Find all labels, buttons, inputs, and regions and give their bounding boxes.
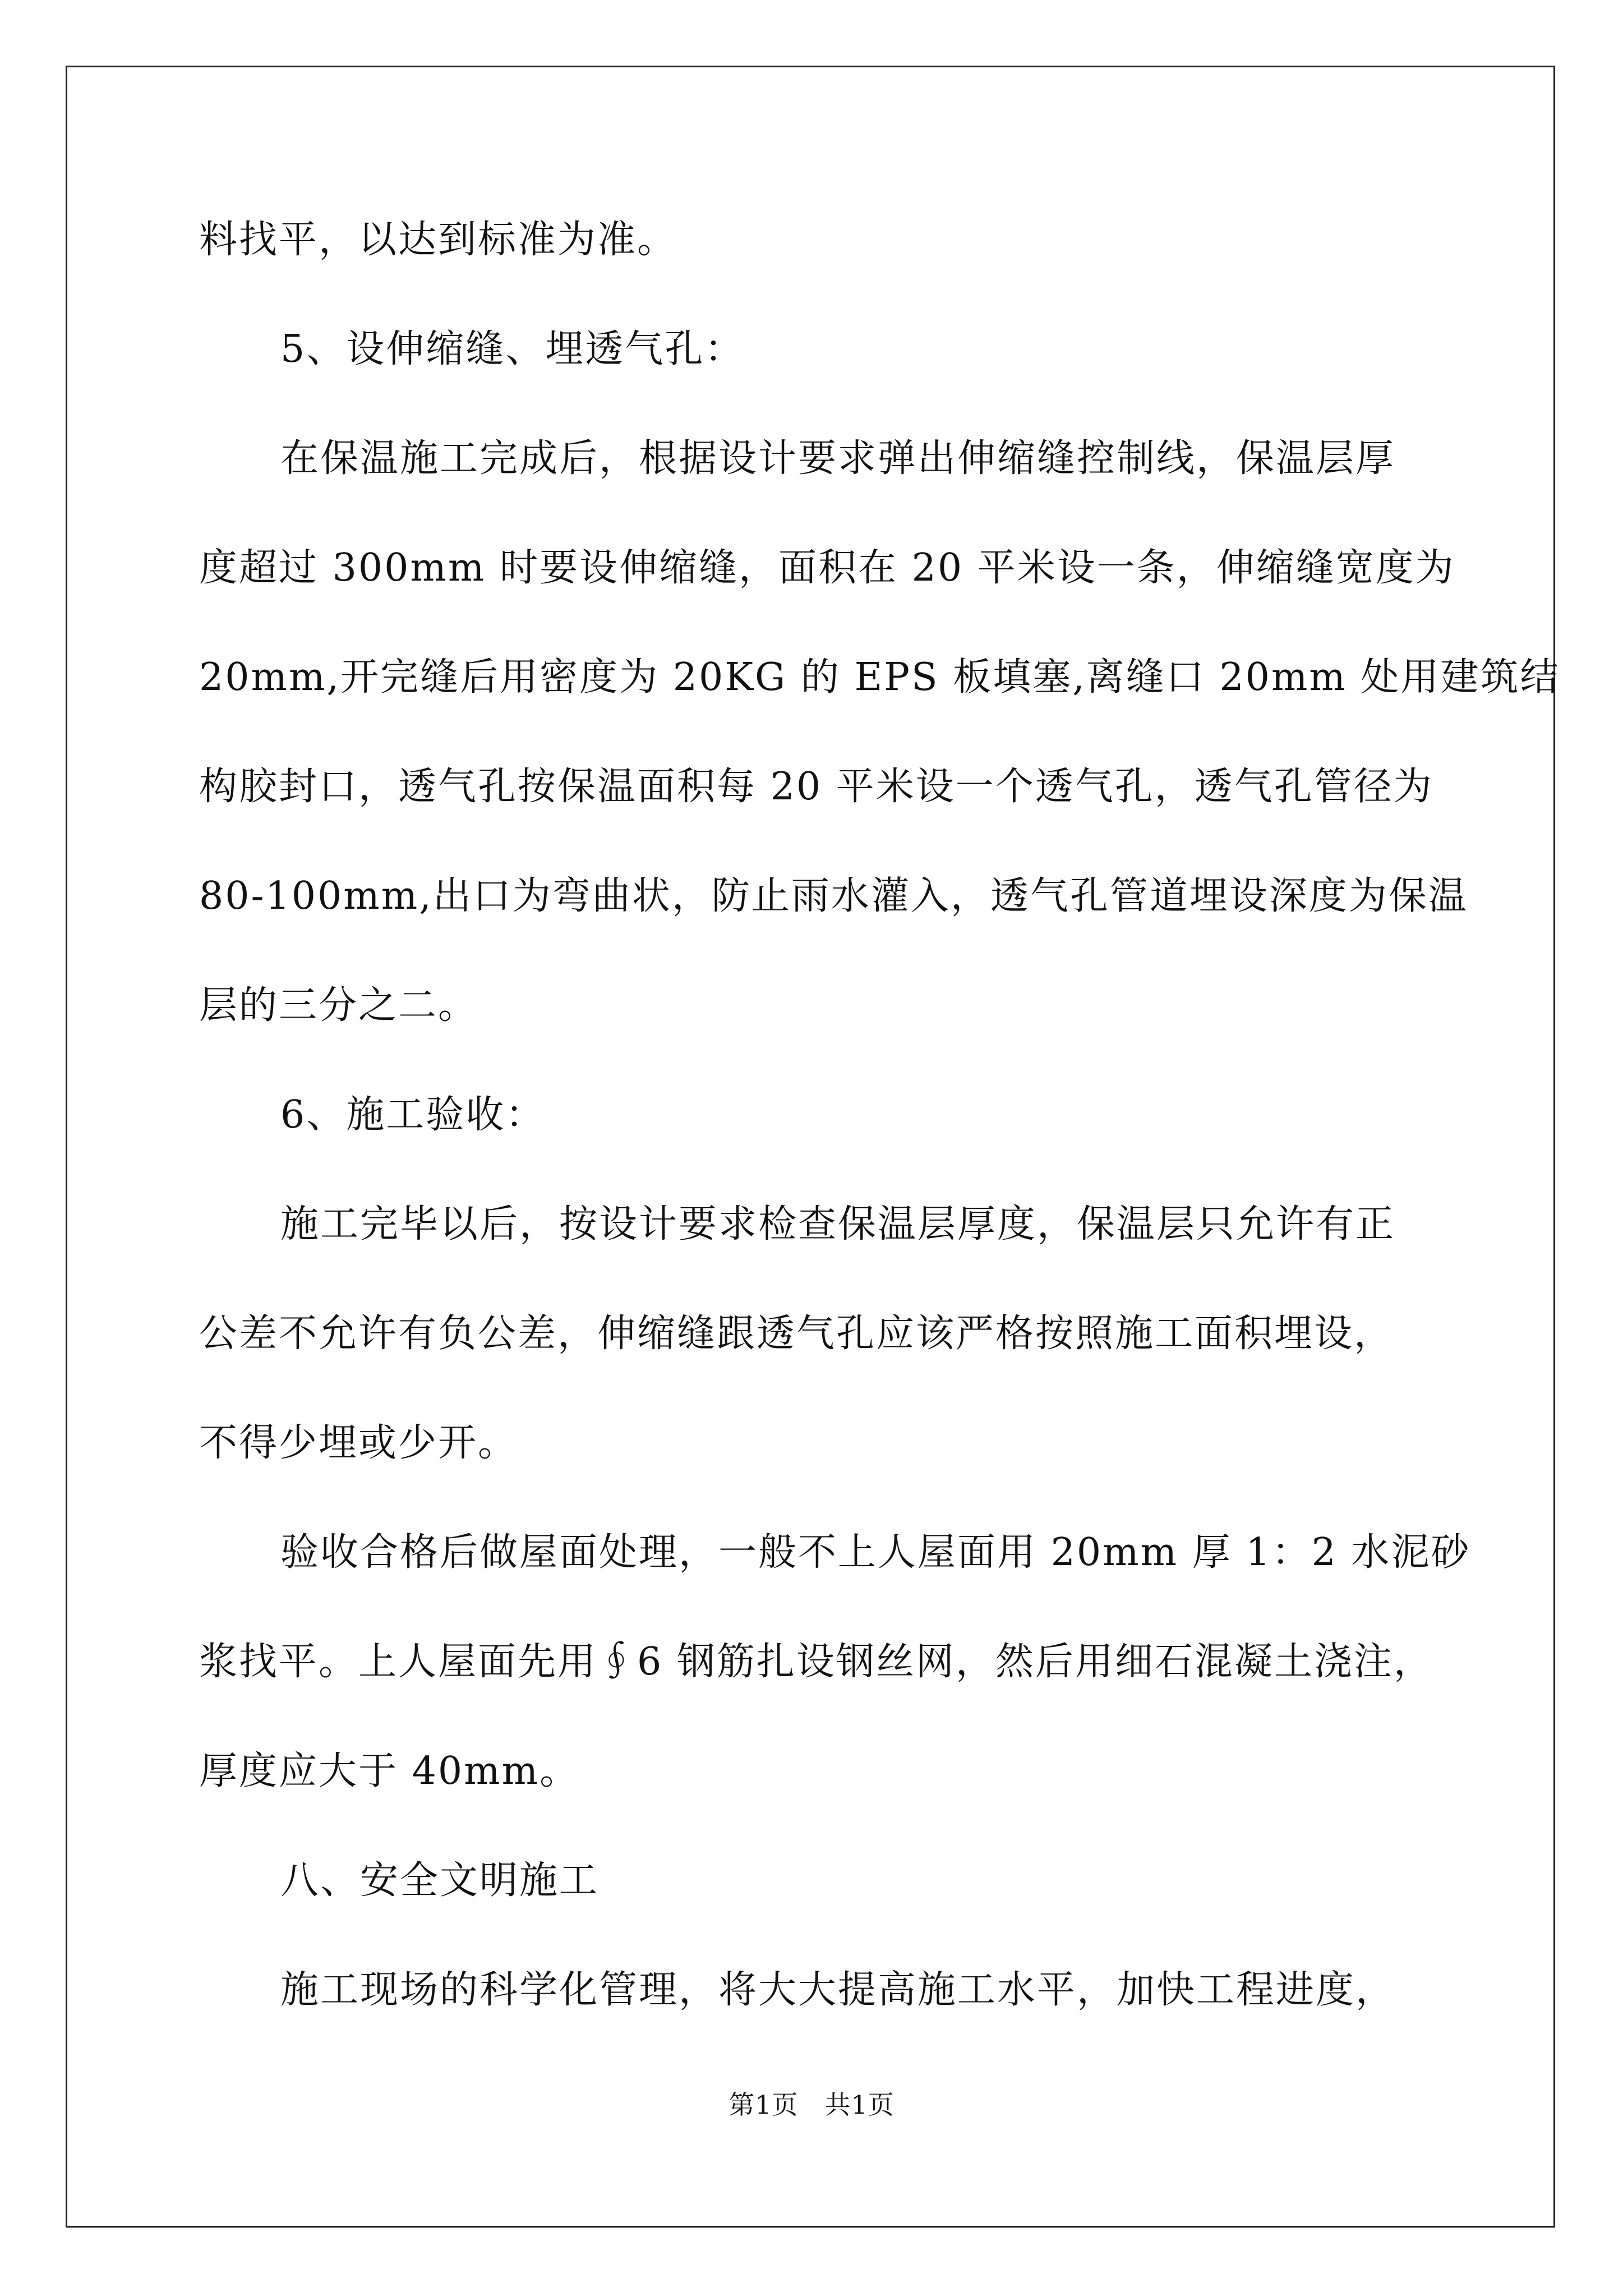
text-line-6: 构胶封口，透气孔按保温面积每 20 平米设一个透气孔，透气孔管径为 bbox=[199, 765, 1433, 809]
page-footer: 第1页 共1页 bbox=[728, 2090, 895, 2120]
text-line-15: 厚度应大于 40mm。 bbox=[199, 1749, 580, 1793]
section-heading-8: 八、安全文明施工 bbox=[280, 1858, 600, 1903]
text-line-13: 验收合格后做屋面处理，一般不上人屋面用 20mm 厚 1：2 水泥砂 bbox=[280, 1530, 1471, 1575]
text-line-14: 浆找平。上人屋面先用∮6 钢筋扎设钢丝网，然后用细石混凝土浇注， bbox=[199, 1640, 1433, 1684]
text-line-1: 料找平，以达到标准为准。 bbox=[199, 218, 677, 262]
section-heading-6: 6、施工验收： bbox=[280, 1093, 546, 1137]
text-line-11: 公差不允许有负公差，伸缩缝跟透气孔应该严格按照施工面积埋设， bbox=[199, 1312, 1394, 1356]
text-line-5: 20mm,开完缝后用密度为 20KG 的 EPS 板填塞,离缝口 20mm 处用建筑结 bbox=[199, 655, 1560, 700]
text-line-12: 不得少埋或少开。 bbox=[199, 1421, 518, 1465]
text-line-8: 层的三分之二。 bbox=[199, 983, 478, 1028]
text-line-7: 80-100mm,出口为弯曲状，防止雨水灌入，透气孔管道埋设深度为保温 bbox=[199, 874, 1468, 918]
text-line-17: 施工现场的科学化管理，将大大提高施工水平，加快工程进度， bbox=[280, 1968, 1396, 2012]
text-line-3: 在保温施工完成后，根据设计要求弹出伸缩缝控制线，保温层厚 bbox=[280, 436, 1396, 481]
text-line-10: 施工完毕以后，按设计要求检查保温层厚度，保温层只允许有正 bbox=[280, 1202, 1396, 1246]
section-heading-5: 5、设伸缩缝、埋透气孔： bbox=[280, 327, 745, 371]
text-line-4: 度超过 300mm 时要设伸缩缝，面积在 20 平米设一条，伸缩缝宽度为 bbox=[199, 546, 1455, 590]
